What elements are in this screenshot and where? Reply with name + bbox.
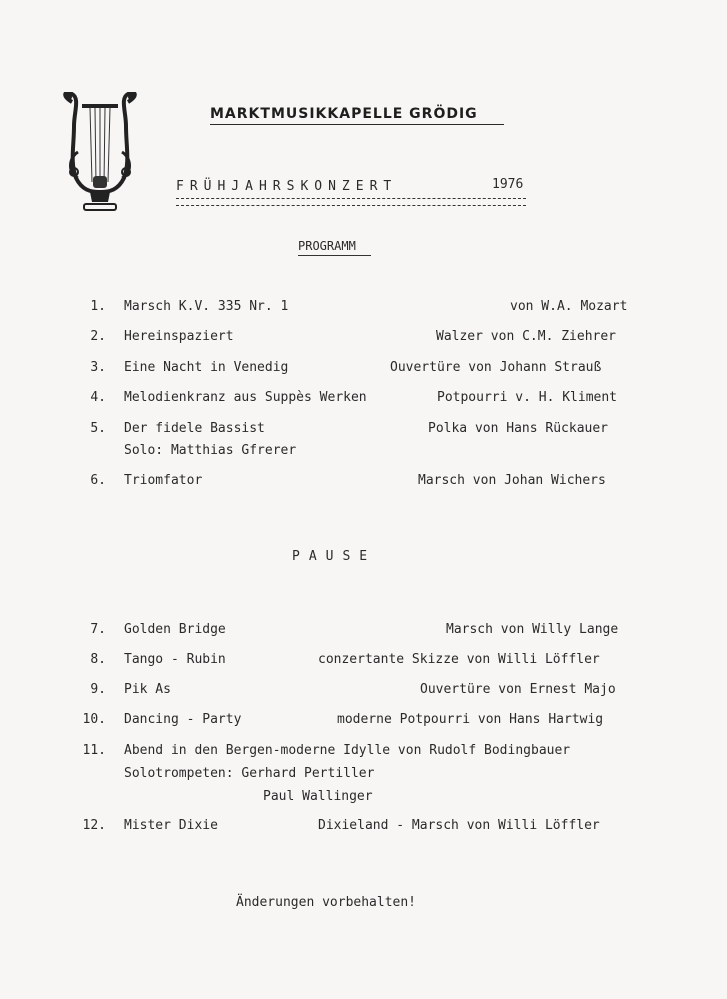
- program-item: [0, 682, 727, 702]
- item-composer: Marsch von Willy Lange: [446, 622, 619, 637]
- program-item: [0, 818, 727, 838]
- item-title: Dancing - Party: [124, 712, 242, 727]
- program-item: [0, 712, 727, 732]
- program-item: [0, 421, 727, 441]
- item-number: 2.: [90, 329, 106, 344]
- item-number: 11.: [82, 743, 106, 758]
- item-number: 7.: [90, 622, 106, 637]
- item-composer: Marsch von Johan Wichers: [418, 473, 606, 488]
- program-item: [0, 652, 727, 672]
- item-number: 9.: [90, 682, 106, 697]
- item-composer: von W.A. Mozart: [510, 299, 628, 314]
- program-item: [0, 299, 727, 319]
- item-title: Melodienkranz aus Suppès Werken: [124, 390, 367, 405]
- program-heading: PROGRAMM: [298, 239, 356, 253]
- item-composer: Polka von Hans Rückauer: [428, 421, 609, 436]
- item-title: Pik As: [124, 682, 171, 697]
- item-composer: Ouvertüre von Ernest Majo: [420, 682, 616, 697]
- item-title: Marsch K.V. 335 Nr. 1: [124, 299, 289, 314]
- item-number: 10.: [82, 712, 106, 727]
- item-soloist: Solo: Matthias Gfrerer: [124, 443, 297, 458]
- program-item: [0, 390, 727, 410]
- item-composer: Walzer von C.M. Ziehrer: [436, 329, 617, 344]
- program-heading-underline: [298, 255, 371, 256]
- program-item: [0, 622, 727, 642]
- concert-year: 1976: [492, 177, 524, 192]
- program-item: [0, 473, 727, 493]
- item-soloists: Solotrompeten: Gerhard Pertiller: [124, 766, 375, 781]
- item-number: 5.: [90, 421, 106, 436]
- item-composer: Potpourri v. H. Kliment: [437, 390, 618, 405]
- item-number: 12.: [82, 818, 106, 833]
- item-title: Eine Nacht in Venedig: [124, 360, 289, 375]
- title-underline: [210, 124, 504, 125]
- concert-title: FRÜHJAHRSKONZERT: [176, 179, 398, 194]
- lyre-icon: [60, 92, 140, 216]
- item-title: Mister Dixie: [124, 818, 218, 833]
- item-composer: conzertante Skizze von Willi Löffler: [318, 652, 600, 667]
- item-title: Hereinspaziert: [124, 329, 234, 344]
- program-item: [0, 360, 727, 380]
- organization-title: MARKTMUSIKKAPELLE GRÖDIG: [210, 106, 478, 122]
- program-item: [0, 743, 727, 763]
- item-title: Triomfator: [124, 473, 203, 488]
- pause-heading: PAUSE: [292, 549, 377, 564]
- item-number: 6.: [90, 473, 106, 488]
- item-composer: moderne Potpourri von Hans Hartwig: [337, 712, 604, 727]
- item-composer: Dixieland - Marsch von Willi Löffler: [318, 818, 600, 833]
- item-number: 1.: [90, 299, 106, 314]
- item-soloist-second: Paul Wallinger: [263, 789, 373, 804]
- item-title: Der fidele Bassist: [124, 421, 265, 436]
- item-number: 4.: [90, 390, 106, 405]
- item-title: Tango - Rubin: [124, 652, 226, 667]
- item-title: Abend in den Bergen-moderne Idylle von Rudolf Bodingbauer: [124, 743, 571, 758]
- item-number: 3.: [90, 360, 106, 375]
- item-title: Golden Bridge: [124, 622, 226, 637]
- footer-note: Änderungen vorbehalten!: [236, 895, 417, 910]
- item-composer: Ouvertüre von Johann Strauß: [390, 360, 602, 375]
- program-item: [0, 329, 727, 349]
- double-underline: [176, 198, 526, 206]
- item-number: 8.: [90, 652, 106, 667]
